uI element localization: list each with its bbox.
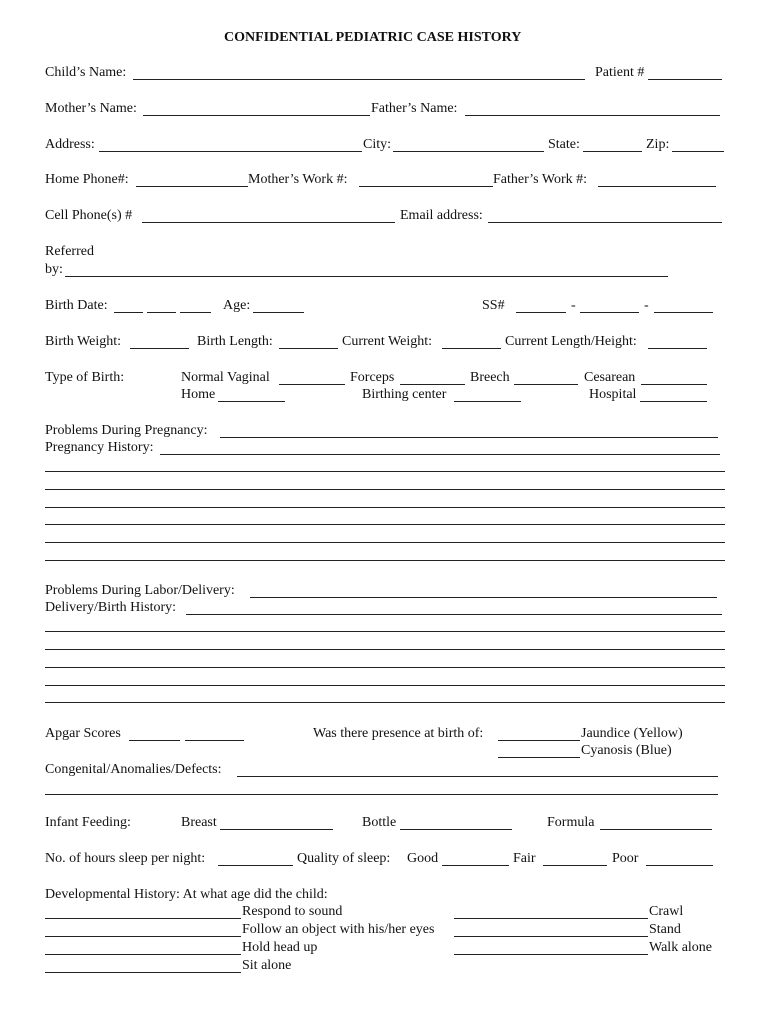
birth-weight-label: Birth Weight: <box>45 334 122 349</box>
form-title: CONFIDENTIAL PEDIATRIC CASE HISTORY <box>224 30 522 45</box>
cyanosis-field[interactable] <box>498 757 580 758</box>
ss-part-2[interactable] <box>580 312 639 313</box>
forceps-label: Forceps <box>350 370 395 385</box>
sleep-quality-label: Quality of sleep: <box>297 851 391 866</box>
stand-field[interactable] <box>454 936 648 937</box>
childs-name-label: Child’s Name: <box>45 65 127 80</box>
delivery-history-label: Delivery/Birth History: <box>45 600 177 615</box>
state-label: State: <box>548 137 580 152</box>
sleep-hours-label: No. of hours sleep per night: <box>45 851 206 866</box>
hold-head-up-field[interactable] <box>45 954 241 955</box>
delivery-history-line[interactable] <box>45 667 725 668</box>
pregnancy-history-line[interactable] <box>45 507 725 508</box>
sit-alone-field[interactable] <box>45 972 241 973</box>
respond-to-sound-field[interactable] <box>45 918 241 919</box>
apgar-score-2[interactable] <box>185 740 244 741</box>
ss-part-3[interactable] <box>654 312 713 313</box>
current-length-label: Current Length/Height: <box>505 334 637 349</box>
breast-label: Breast <box>181 815 217 830</box>
sleep-poor-field[interactable] <box>646 865 713 866</box>
email-label: Email address: <box>400 208 483 223</box>
patient-number-label: Patient # <box>595 65 645 80</box>
apgar-score-1[interactable] <box>129 740 180 741</box>
delivery-history-line[interactable] <box>45 649 725 650</box>
breast-field[interactable] <box>220 829 333 830</box>
referred-by-label: by: <box>45 262 63 277</box>
ss-dash-2: - <box>644 298 649 313</box>
city-field[interactable] <box>393 151 544 152</box>
hospital-field[interactable] <box>640 401 707 402</box>
mothers-name-label: Mother’s Name: <box>45 101 137 116</box>
type-of-birth-label: Type of Birth: <box>45 370 125 385</box>
age-label: Age: <box>223 298 251 313</box>
pregnancy-history-line[interactable] <box>45 471 725 472</box>
cell-phone-field[interactable] <box>142 222 395 223</box>
sleep-hours-field[interactable] <box>218 865 293 866</box>
sleep-good-label: Good <box>407 851 439 866</box>
cesarean-label: Cesarean <box>584 370 636 385</box>
hospital-label: Hospital <box>589 387 637 402</box>
breech-field[interactable] <box>514 384 578 385</box>
pregnancy-history-line[interactable] <box>45 560 725 561</box>
normal-vaginal-label: Normal Vaginal <box>181 370 270 385</box>
state-field[interactable] <box>583 151 642 152</box>
referred-label: Referred <box>45 244 94 259</box>
formula-field[interactable] <box>600 829 712 830</box>
referred-by-field[interactable] <box>65 276 668 277</box>
zip-label: Zip: <box>646 137 670 152</box>
birth-date-label: Birth Date: <box>45 298 108 313</box>
ss-dash-1: - <box>571 298 576 313</box>
pregnancy-history-label: Pregnancy History: <box>45 440 154 455</box>
fathers-work-label: Father’s Work #: <box>493 172 588 187</box>
pregnancy-history-line[interactable] <box>45 524 725 525</box>
ss-label: SS# <box>482 298 505 313</box>
mothers-name-field[interactable] <box>143 115 370 116</box>
walk-alone-field[interactable] <box>454 954 648 955</box>
pregnancy-problems-field[interactable] <box>220 437 718 438</box>
birth-date-year[interactable] <box>180 312 211 313</box>
mothers-work-label: Mother’s Work #: <box>248 172 348 187</box>
sit-alone-label: Sit alone <box>242 958 292 973</box>
sleep-poor-label: Poor <box>612 851 639 866</box>
address-field[interactable] <box>99 151 362 152</box>
home-birth-label: Home <box>181 387 216 402</box>
presence-at-birth-label: Was there presence at birth of: <box>313 726 484 741</box>
cell-phone-label: Cell Phone(s) # <box>45 208 133 223</box>
fathers-name-field[interactable] <box>465 115 720 116</box>
cyanosis-label: Cyanosis (Blue) <box>581 743 672 758</box>
delivery-history-line[interactable] <box>45 685 725 686</box>
zip-field[interactable] <box>672 151 724 152</box>
birth-length-field[interactable] <box>279 348 338 349</box>
jaundice-label: Jaundice (Yellow) <box>581 726 683 741</box>
birth-date-month[interactable] <box>114 312 143 313</box>
labor-problems-field[interactable] <box>250 597 717 598</box>
bottle-label: Bottle <box>362 815 397 830</box>
normal-vaginal-field[interactable] <box>279 384 345 385</box>
childs-name-field[interactable] <box>133 79 585 80</box>
hold-head-up-label: Hold head up <box>242 940 318 955</box>
birth-date-day[interactable] <box>147 312 176 313</box>
current-length-field[interactable] <box>648 348 707 349</box>
pregnancy-history-field[interactable] <box>160 454 720 455</box>
formula-label: Formula <box>547 815 595 830</box>
follow-object-field[interactable] <box>45 936 241 937</box>
mothers-work-field[interactable] <box>359 186 493 187</box>
cesarean-field[interactable] <box>641 384 707 385</box>
developmental-history-label: Developmental History: At what age did the child: <box>45 887 328 902</box>
congenital-field[interactable] <box>237 776 718 777</box>
city-label: City: <box>363 137 392 152</box>
age-field[interactable] <box>253 312 304 313</box>
stand-label: Stand <box>649 922 681 937</box>
fathers-name-label: Father’s Name: <box>371 101 458 116</box>
birthing-center-label: Birthing center <box>362 387 447 402</box>
labor-problems-label: Problems During Labor/Delivery: <box>45 583 235 598</box>
pregnancy-history-line[interactable] <box>45 489 725 490</box>
follow-object-label: Follow an object with his/her eyes <box>242 922 435 937</box>
home-phone-field[interactable] <box>136 186 248 187</box>
sleep-fair-field[interactable] <box>543 865 607 866</box>
forceps-field[interactable] <box>400 384 465 385</box>
birth-length-label: Birth Length: <box>197 334 273 349</box>
breech-label: Breech <box>470 370 510 385</box>
pregnancy-history-line[interactable] <box>45 542 725 543</box>
current-weight-field[interactable] <box>442 348 501 349</box>
home-phone-label: Home Phone#: <box>45 172 129 187</box>
ss-part-1[interactable] <box>516 312 566 313</box>
birth-weight-field[interactable] <box>130 348 189 349</box>
crawl-field[interactable] <box>454 918 648 919</box>
delivery-history-line[interactable] <box>45 702 725 703</box>
bottle-field[interactable] <box>400 829 512 830</box>
crawl-label: Crawl <box>649 904 684 919</box>
sleep-good-field[interactable] <box>442 865 509 866</box>
sleep-fair-label: Fair <box>513 851 536 866</box>
current-weight-label: Current Weight: <box>342 334 432 349</box>
pregnancy-problems-label: Problems During Pregnancy: <box>45 423 208 438</box>
fathers-work-field[interactable] <box>598 186 716 187</box>
delivery-history-field[interactable] <box>186 614 722 615</box>
congenital-label: Congenital/Anomalies/Defects: <box>45 762 222 777</box>
delivery-history-line[interactable] <box>45 631 725 632</box>
home-birth-field[interactable] <box>218 401 285 402</box>
infant-feeding-label: Infant Feeding: <box>45 815 131 830</box>
walk-alone-label: Walk alone <box>649 940 713 955</box>
respond-to-sound-label: Respond to sound <box>242 904 343 919</box>
address-label: Address: <box>45 137 95 152</box>
patient-number-field[interactable] <box>648 79 722 80</box>
apgar-label: Apgar Scores <box>45 726 121 741</box>
congenital-line[interactable] <box>45 794 718 795</box>
email-field[interactable] <box>488 222 722 223</box>
birthing-center-field[interactable] <box>454 401 521 402</box>
jaundice-field[interactable] <box>498 740 580 741</box>
